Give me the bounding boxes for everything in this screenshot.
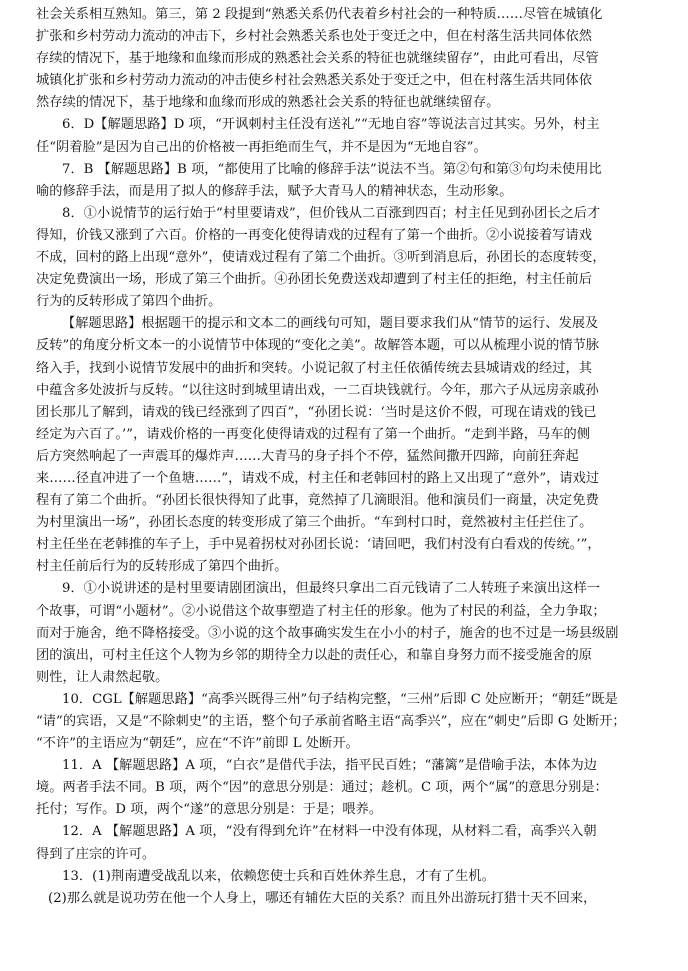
text-line: 11．A 【解题思路】A 项，“白衣”是借代手法，指平民百姓；“藩篱”是借喻手法，本体为边	[62, 758, 597, 774]
text-line: 则性，让人肃然起敬。	[36, 669, 169, 685]
text-line: 中蕴含多处波折与反转。“以往这时到城里请出戏，一二百块钱就行。今年，那六子从远房亲戚孙	[36, 382, 599, 398]
text-line: 得知，价钱又涨到了六百。价格的一再变化使得请戏的过程有了第一个曲折。②小说接着写请戏	[36, 227, 592, 243]
text-line: 来……径直冲进了一个鱼塘……”，请戏不成，村主任和老韩回村的路上又出现了“意外”，请戏过	[36, 470, 600, 486]
text-line: 不成，回村的路上出现“意外”，使请戏过程有了第二个曲折。③听到消息后，孙团长的态度转变，	[36, 250, 606, 266]
text-line: 得到了庄宗的许可。	[36, 846, 156, 862]
text-line: 任“阴着脸”是因为自己出的价格被一再拒绝而生气，并不是因为“无地自容”。	[36, 139, 487, 155]
text-line: 境。两者手法不同。B 项，两个“因”的意思分别是：通过；趁机。C 项，两个“属”的意思分别是：	[36, 780, 608, 796]
text-line: 【解题思路】根据题干的提示和文本二的画线句可知，题目要求我们从“情节的运行、发展及	[62, 316, 599, 332]
text-line: 团的演出，可村主任这个人物为乡邻的期待全力以赴的责任心，和靠自身努力而不接受施舍的原	[36, 647, 592, 663]
text-line: 个故事，可谓“小题材”。②小说借这个故事塑造了村主任的形象。他为了村民的利益，全力争取；	[36, 603, 606, 619]
text-line: 9．①小说讲述的是村里要请剧团演出，但最终只拿出二百元钱请了二人转班子来演出这样一	[62, 581, 600, 597]
text-line: 6．D【解题思路】D 项，“开讽刺村主任没有送礼”“无地自容”等说法言过其实。另外，村主	[62, 117, 600, 133]
text-line: 而对于施舍，绝不降格接受。③小说的这个故事确实发生在小小的村子，施舍的也不过是一场县级剧	[36, 625, 619, 641]
text-line: 经定为六百了。’”，请戏价格的一再变化使得请戏的过程有了第一个曲折。“走到半路，马车的侧	[36, 426, 590, 442]
text-line: 10．CGL【解题思路】“高季兴既得三州”句子结构完整，“三州”后即 C 处应断开；“朝廷”既是	[62, 691, 618, 707]
text-line: 为村里演出一场”，孙团长态度的转变形成了第三个曲折。“车到村口时，竟然被村主任拦住了。	[36, 515, 593, 531]
text-line: 喻的修辞手法，而是用了拟人的修辞手法，赋予大青马人的精神状态，生动形象。	[36, 183, 513, 199]
text-line: 13．(1)荆南遭受战乱以来，依赖您使士兵和百姓休养生息，才有了生机。	[62, 868, 495, 884]
text-line: 决定免费演出一场，形成了第三个曲折。④孙团长免费送戏却遭到了村主任的拒绝，村主任前后	[36, 272, 592, 288]
text-line: 络入手，找到小说情节发展中的曲折和突转。小说记叙了村主任依循传统去县城请戏的经过，其	[36, 360, 592, 376]
text-line: 团长那儿了解到，请戏的钱已经涨到了四百”，“孙团长说：‘当时是这价不假，可现在请戏的钱已	[36, 404, 597, 420]
text-line: 7．B 【解题思路】B 项，“都使用了比喻的修辞手法”说法不当。第②句和第③句均未使用比	[62, 161, 602, 177]
text-line: 村主任坐在老韩推的车子上，手中晃着拐杖对孙团长说：‘请回吧，我们村没有白看戏的传统。’”，	[36, 537, 601, 553]
text-line: 托付；写作。D 项，两个“遂”的意思分别是：于是；喂养。	[36, 802, 383, 818]
text-line: 社会关系相互熟知。第三，第 2 段提到“熟悉关系仍代表着乡村社会的一种特质……尽管在城镇化	[36, 7, 603, 22]
text-line: 存续的情况下，基于地缘和血缘而形成的熟悉社会关系的特征也就继续留存”，由此可看出，尽管	[36, 51, 599, 67]
text-line: 然存续的情况下，基于地缘和血缘而形成的熟悉社会关系的特征也就继续留存。	[36, 95, 500, 111]
text-line: (2)那么就是说功劳在他一个人身上，哪还有辅佐大臣的关系？而且外出游玩打猎十天不回来，	[48, 890, 597, 906]
text-line: 8．①小说情节的运行始于“村里要请戏”，但价钱从二百涨到四百；村主任见到孙团长之后才	[62, 205, 601, 221]
text-line: “请”的宾语，又是“不除刺史”的主语，整个句子承前省略主语“高季兴”，应在“刺史”后即 G 处断开；	[36, 714, 626, 729]
text-line: 12．A 【解题思路】A 项，“没有得到允许”在材料一中没有体现，从材料二看，高季兴入朝	[62, 824, 597, 840]
text-line: 后方突然响起了一声震耳的爆炸声……大青马的身子抖个不停，猛然间撒开四蹄，向前狂奔起	[36, 448, 579, 464]
text-line: 反转”的角度分析文本一的小说情节中体现的“变化之美”。故解答本题，可以从梳理小说的情节脉	[36, 338, 600, 354]
text-line: 行为的反转形成了第四个曲折。	[36, 294, 222, 310]
text-line: 程有了第二个曲折。“孙团长很快得知了此事，竟然掉了几滴眼泪。他和演员们一商量，决定免费	[36, 493, 599, 509]
text-line: 扩张和乡村劳动力流动的冲击下，乡村社会熟悉关系也处于变迁之中，但在村落生活共同体依然	[36, 29, 592, 45]
text-line: “不许”的主语应为“朝廷”，应在“不许”前即 L 处断开。	[36, 736, 359, 752]
text-line: 村主任前后行为的反转形成了第四个曲折。	[36, 559, 288, 575]
text-line: 城镇化扩张和乡村劳动力流动的冲击使乡村社会熟悉关系处于变迁之中，但在村落生活共同体依	[36, 73, 592, 89]
